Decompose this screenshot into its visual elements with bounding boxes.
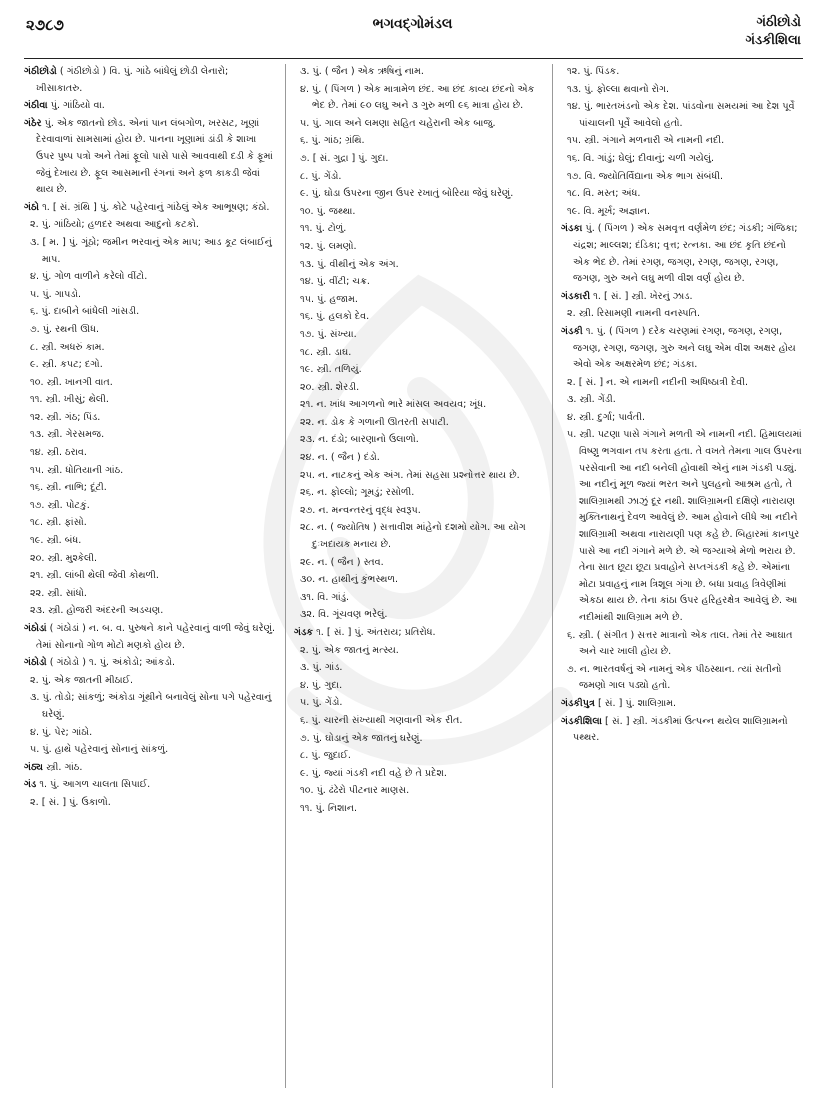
definition-text: ૧૧. પું. નિશાન. bbox=[300, 802, 358, 814]
headword: ગંડકી bbox=[561, 325, 583, 337]
definition-text: ૧૩. પું. વીથીનું એક અંગ. bbox=[300, 258, 399, 270]
definition-text: ૬. પું. ચારની સંખ્યાથી ગણવાની એક રીત. bbox=[300, 714, 463, 726]
page-title: ભગવદ્ગોમંડલ bbox=[372, 16, 453, 32]
definition-text: ૮. સ્ત્રી. અધરું કામ. bbox=[30, 341, 105, 353]
definition-text: ૧૫. પું. હજામ. bbox=[300, 293, 358, 305]
definition-text: ૧૭. સ્ત્રી. પોટકું. bbox=[30, 499, 90, 511]
dictionary-sense bbox=[24, 795, 277, 812]
column-1 bbox=[24, 64, 277, 1088]
definition-text: ૪. પું. ગુદા. bbox=[300, 679, 343, 691]
headword: ગંઠીછોડો bbox=[24, 66, 57, 77]
dictionary-sense bbox=[294, 292, 544, 309]
definition-text: ૧૫. સ્ત્રી. ગંગાને મળનારી એ નામની નદી. bbox=[567, 135, 725, 147]
dictionary-sense bbox=[24, 322, 277, 339]
dictionary-sense bbox=[294, 643, 544, 660]
dictionary-sense bbox=[294, 415, 544, 432]
definition-text: ૨૦. સ્ત્રી. મુશ્કેલી. bbox=[30, 552, 98, 564]
dictionary-sense bbox=[561, 204, 805, 221]
dictionary-sense bbox=[561, 82, 805, 99]
dictionary-sense bbox=[24, 287, 277, 304]
definition-text: ૩૦. ન. હાથીનું કુંભસ્થળ. bbox=[300, 574, 399, 586]
dictionary-sense bbox=[24, 304, 277, 321]
dictionary-sense bbox=[24, 340, 277, 357]
definition-text: ૩. સ્ત્રી. ગેંડી. bbox=[567, 394, 616, 406]
definition-text: ૨૧. ન. ખાંધ આગળનો ભારે માંસલ અવયવ; ખૂંધ. bbox=[300, 399, 487, 411]
dictionary-sense bbox=[294, 380, 544, 397]
headword: ગંડકીપુત્ર bbox=[561, 697, 595, 709]
definition-text: ૭. [ સં. ગુદ્રા ] પું. ગુદા. bbox=[300, 152, 389, 164]
definition-text: ૧૨. પું. લમણો. bbox=[300, 240, 357, 252]
definition-text: ૧૬. સ્ત્રી. નાભિ; દૂંટી. bbox=[30, 482, 107, 494]
definition-text: ૨૫. ન. નાટકનું એક અંગ. તેમાં સહસા પ્રશ્નોત્તર થાય છે. bbox=[300, 469, 520, 481]
definition-text: [ સં. ] સ્ત્રી. ગંડકીમાં ઉત્પન્ન થયેલ શાલિગ્રામનો પથ્થર. bbox=[573, 715, 788, 744]
definition-text: ૧૯. વિ. મૂર્ખ; અજ્ઞાન. bbox=[567, 205, 651, 217]
dictionary-sense bbox=[294, 660, 544, 677]
definition-text: ૧૬. વિ. ગાંડું; ઘેલું; દીવાનું; ચળી ગયેલું. bbox=[567, 152, 715, 164]
definition-text: ૩. પું. ( જૈન ) એક ઋષિનું નામ. bbox=[300, 66, 424, 77]
page-header bbox=[0, 0, 825, 62]
definition-text: ૧. [ સં. ] પું. અંતરાય; પ્રતિરોધ. bbox=[316, 627, 436, 638]
dictionary-sense bbox=[294, 309, 544, 326]
definition-text: ૧૭. વિ. જ્યોતિર્વિદ્યાના એક ભાગ સંબંધી. bbox=[567, 170, 724, 182]
definition-text: ૨૨. ન. ડોક કે ગળાની ઊતરતી સપાટી. bbox=[300, 416, 449, 428]
dictionary-sense bbox=[24, 673, 277, 690]
definition-text: ૪. પું. ગોળ વાળીને કરેલો વીંટો. bbox=[30, 271, 148, 283]
headword: ગંડકારી bbox=[561, 290, 591, 302]
dictionary-sense bbox=[294, 345, 544, 362]
definition-text: ૭. ન. ભારતવર્ષનું એ નામનું એક પીઠસ્થાન. ત્યાં સતીનો જમણો ગાલ પડ્યો હતો. bbox=[567, 663, 782, 692]
dictionary-sense bbox=[561, 662, 805, 695]
definition-text: ૨૨. સ્ત્રી. સાંધો. bbox=[30, 587, 87, 599]
dictionary-sense bbox=[24, 498, 277, 515]
definition-text: ૧. પું. આગળ ચાલતા સિપાઈ. bbox=[39, 779, 151, 791]
definition-text: ૫. સ્ત્રી. પટણા પાસે ગંગાને મળતી એ નામની નદી. હિમાલયમાં વિષ્ણુ ભગવાન તપ કરતા હતા. તે વખતે તેમના ગાલ ઉપરના પરસેવાની આ નદી બનેલી હોવાથી એનું નામ ગંડકી પડ્યું. આ નદીનું મૂળ જ્યાં ભરત અને પુલહનો આશ્રમ હતો, તે શાલિગ્રામથી ઝાઝું દૂર નથી. શાલિગ્રામની દક્ષિણે નારાયણ મુક્તિનાથનું દેવળ આવેલું છે. આમ હોવાને લીધે આ નદીને શાલિગ્રામી અથવા નારાયણી પણ કહે છે. બિહારમાં કાનપુર પાસે આ નદી ગંગાને મળે છે. એ જગ્યાએ મેળો ભરાય છે. તેના સાત છૂટા છૂટા પ્રવાહોને સપ્તગંડકી કહે છે. એમાંના મોટા પ્રવાહનું નામ ત્રિશૂલ ગંગા છે. બધા પ્રવાહ ત્રિવેણીમાં એકઠા થાય છે. તેના કાંઠા ઉપર હરિહરક્ષેત્ર આવેલું છે. આ નદીમાંથી શાલિગ્રામ મળે છે. bbox=[567, 429, 802, 623]
definition-text: ( ગંઠોડાં ) ન. બ. વ. પુરુષને કાને પહેરવાનું વાળી જેવું ઘરેણું. તેમાં સોનાનો ગોળ મોટો મણકો હોય છે. bbox=[36, 623, 276, 651]
guide-word-last: ગંડકીશિલા bbox=[745, 33, 801, 48]
definition-text: ૧૧. પું. ટોળું. bbox=[300, 223, 347, 235]
dictionary-sense bbox=[24, 235, 277, 268]
dictionary-sense bbox=[294, 327, 544, 344]
definition-text: ૧૪. પું. ભારતખંડનો એક દેશ. પાંડવોના સમયમાં આ દેશ પૂર્વે પાંચાલની પૂર્વે આવેલો હતો. bbox=[567, 101, 795, 129]
dictionary-sense bbox=[294, 748, 544, 765]
definition-text: ૧૯. સ્ત્રી. બંધ. bbox=[30, 535, 82, 547]
headword: ગંડકા bbox=[561, 223, 583, 235]
definition-text: ૨૪. ન. ( જૈન ) દંડો. bbox=[300, 452, 380, 464]
dictionary-sense bbox=[24, 690, 277, 723]
definition-text: ૧. [ સં. ગ્રંથિ ] પું. કોટે પહેરવાનું ગાંઠેલું એક આભૂષણ; કંઠો. bbox=[42, 201, 270, 213]
headword: ગંઠોડાં bbox=[24, 623, 47, 634]
headword: ગંઠ્ય bbox=[24, 761, 44, 773]
definition-text: ૮. પું. જુદાઈ. bbox=[300, 750, 351, 762]
dictionary-sense bbox=[294, 766, 544, 783]
dictionary-entry bbox=[24, 655, 277, 672]
dictionary-sense bbox=[294, 713, 544, 730]
dictionary-sense bbox=[294, 468, 544, 485]
dictionary-sense bbox=[294, 257, 544, 274]
headword: ગંડકીશિલા bbox=[561, 715, 602, 727]
headword: ગંડક bbox=[294, 627, 314, 638]
definition-text: ૧૩. પું. ફોલ્લા થવાનો રોગ. bbox=[567, 83, 670, 95]
dictionary-sense bbox=[294, 801, 544, 818]
dictionary-sense bbox=[294, 572, 544, 589]
dictionary-sense bbox=[561, 628, 805, 661]
definition-text: ૨૩. ન. દંડો; બારણાનો ઉલાળો. bbox=[300, 434, 419, 446]
dictionary-entry bbox=[561, 221, 805, 287]
dictionary-sense bbox=[561, 169, 805, 186]
definition-text: ૧૮. વિ. મસ્ત; અંધ. bbox=[567, 188, 641, 200]
dictionary-sense bbox=[294, 186, 544, 203]
definition-text: ૪. પું. ( પિંગળ ) એક માત્રામેળ છંદ. આ છંદ કાવ્ય છંદનો એક ભેદ છે. તેમાં ૯૦ લઘુ અને ૩ ગુરુ મળી ૯૬ માત્રા હોય છે. bbox=[300, 83, 535, 112]
dictionary-sense bbox=[294, 151, 544, 168]
header-rule bbox=[24, 58, 803, 59]
dictionary-entry bbox=[24, 777, 277, 794]
dictionary-sense bbox=[294, 590, 544, 607]
dictionary-sense bbox=[561, 306, 805, 323]
dictionary-sense bbox=[294, 362, 544, 379]
dictionary-sense bbox=[24, 375, 277, 392]
definition-text: સ્ત્રી. ગાંઠ. bbox=[46, 761, 83, 773]
dictionary-sense bbox=[24, 725, 277, 742]
definition-text: ૨૧. સ્ત્રી. લાંબી થેલી જેવી કોથળી. bbox=[30, 570, 159, 582]
definition-text: ૫. પું. ગાલ અને લમણા સહિત ચહેરાની એક બાજુ. bbox=[300, 117, 496, 129]
definition-text: ૨૬. ન. ફોલ્લો; ગૂમડું; રસોળી. bbox=[300, 487, 415, 499]
definition-text: ૨. પું. એક જાતનું મત્સ્ય. bbox=[300, 644, 399, 656]
definition-text: ૧૦. પું. ઢંઢેરો પીટનાર માણસ. bbox=[300, 785, 410, 797]
dictionary-columns bbox=[24, 64, 805, 1088]
definition-text: ૧૨. પું. પિંડક. bbox=[567, 66, 620, 77]
dictionary-sense bbox=[294, 82, 544, 115]
page-number: ૨૭૮૭ bbox=[26, 16, 64, 34]
dictionary-sense bbox=[24, 586, 277, 603]
dictionary-sense bbox=[561, 427, 805, 626]
dictionary-sense bbox=[294, 731, 544, 748]
definition-text: ૪. સ્ત્રી. દુર્ગા; પાર્વતી. bbox=[567, 411, 646, 423]
headword: ગંઠો bbox=[24, 201, 39, 213]
definition-text: ૨. સ્ત્રી. રિસામણી નામની વનસ્પતિ. bbox=[567, 308, 701, 320]
definition-text: ૫. પું. ગેંડો. bbox=[300, 697, 343, 709]
headword: ગંડ bbox=[24, 779, 37, 791]
dictionary-sense bbox=[24, 515, 277, 532]
definition-text: ૩. પું. ગાંડ. bbox=[300, 662, 343, 674]
dictionary-sense bbox=[561, 133, 805, 150]
definition-text: ૩૨. વિ. ગૂંચવણ ભરેલું. bbox=[300, 609, 388, 621]
dictionary-sense bbox=[294, 239, 544, 256]
definition-text: ૭. પું. રથની ઊધ. bbox=[30, 323, 100, 335]
dictionary-sense bbox=[294, 607, 544, 624]
dictionary-sense bbox=[294, 485, 544, 502]
definition-text: ૨. પું. ગાંઠિયો; હળદર અથવા આદુનો કટકો. bbox=[30, 219, 199, 231]
definition-text: ૨૯. ન. ( જૈન ) સ્તવ. bbox=[300, 556, 384, 568]
column-2 bbox=[294, 64, 544, 1088]
definition-text: ૨. પું. એક જાતની મીઠાઈ. bbox=[30, 674, 134, 686]
dictionary-sense bbox=[561, 64, 805, 81]
dictionary-sense bbox=[24, 410, 277, 427]
dictionary-sense bbox=[24, 742, 277, 759]
definition-text: ૪. પું. પેર; ગાંઠો. bbox=[30, 726, 93, 738]
definition-text: ૧૬. પું. હલકો દેવ. bbox=[300, 311, 370, 323]
dictionary-entry bbox=[294, 625, 544, 642]
definition-text: ૩. પું. તોડો; સાંકળું; અંકોડા ગૂંથીને બનાવેલું સોના પગે પહેરવાનું ઘરેણું. bbox=[30, 692, 272, 720]
definition-text: ૯. સ્ત્રી. કપટ; દગો. bbox=[30, 359, 103, 371]
dictionary-sense bbox=[294, 204, 544, 221]
headword: ગંઠેર bbox=[24, 117, 42, 129]
definition-text: ૧૪. સ્ત્રી. ઠરાવ. bbox=[30, 447, 87, 459]
dictionary-sense bbox=[561, 375, 805, 392]
dictionary-sense bbox=[294, 133, 544, 150]
dictionary-sense bbox=[294, 432, 544, 449]
definition-text: ૧૦. પું. જથ્થા. bbox=[300, 205, 356, 217]
dictionary-sense bbox=[24, 217, 277, 234]
definition-text: ૧૩. સ્ત્રી. ગેરસમજ. bbox=[30, 429, 105, 441]
dictionary-entry bbox=[24, 200, 277, 217]
definition-text: ૧૫. સ્ત્રી. ધોતિયાની ગાંઠ. bbox=[30, 464, 124, 476]
dictionary-sense bbox=[561, 392, 805, 409]
dictionary-sense bbox=[24, 357, 277, 374]
definition-text: ૧૭. પું. સંખ્યા. bbox=[300, 328, 357, 340]
definition-text: ૬. પું. દાબીને બાંધેલી ગાંસડી. bbox=[30, 306, 140, 318]
dictionary-sense bbox=[294, 520, 544, 553]
dictionary-sense bbox=[294, 503, 544, 520]
dictionary-sense bbox=[24, 603, 277, 620]
guide-words bbox=[746, 14, 802, 50]
dictionary-sense bbox=[294, 116, 544, 133]
dictionary-sense bbox=[24, 568, 277, 585]
dictionary-sense bbox=[294, 397, 544, 414]
dictionary-sense bbox=[294, 555, 544, 572]
definition-text: ૨૩. સ્ત્રી. હોજરી અંદરની અડચણ. bbox=[30, 605, 164, 617]
definition-text: ૧. પું. ( પિંગળ ) દરેક ચરણમાં રગણ, જગણ, રગણ, જગણ, રગણ, જગણ, ગુરુ અને લઘુ એમ વીશ અક્ષર હોય એવો એક અક્ષરમેળ છંદ; ગંડકા. bbox=[573, 325, 796, 371]
dictionary-sense bbox=[24, 427, 277, 444]
definition-text: ૧. [ સં. ] સ્ત્રી. ખેરનું ઝાડ. bbox=[593, 290, 693, 302]
dictionary-sense bbox=[24, 551, 277, 568]
dictionary-entry bbox=[24, 64, 277, 97]
definition-text: ૩૧. વિ. ગાંડું. bbox=[300, 591, 350, 603]
dictionary-entry bbox=[24, 98, 277, 115]
dictionary-sense bbox=[294, 450, 544, 467]
definition-text: પું. ( પિંગળ ) એક સમવૃત્ત વર્ણમેળ છંદ; ગંડકી; ગંજિકા; ચંદ્રશ; માલ્લશ; દંડિકા; વૃત્ત; રત્નકા. આ છંદ કૃતિ છંદનો એક ભેદ છે. તેમાં રગણ, જગણ, રગણ, જગણ, રગણ, જગણ, ગુરુ અને લઘુ મળી વીશ વર્ણ હોય છે. bbox=[573, 223, 798, 285]
dictionary-sense bbox=[561, 151, 805, 168]
dictionary-sense bbox=[294, 678, 544, 695]
definition-text: ૯. પું. જ્યાં ગંડકી નદી વહે છે તે પ્રદેશ. bbox=[300, 767, 447, 779]
dictionary-sense bbox=[294, 221, 544, 238]
definition-text: ૨૮. ન. ( જ્યોતિષ ) સત્તાવીશ માંહેનો દશમો યોગ. આ યોગ દુઃખદાયક મનાય છે. bbox=[300, 522, 526, 551]
column-3 bbox=[561, 64, 805, 1088]
definition-text: પું. એક જાતનો છોડ. એનાં પાન લંબગોળ, ખરસટ, ખૂણાં દેરવાવાળાં સામસામાં હોય છે. પાનના ખૂણામાં ડાંડી કે શાખા ઉપર પુષ્પ પત્રો અને તેમાં ફૂલો પાસે પાસે આવવાથી દડી કે ફૂમાં જેવું દેખાય છે. ફૂલ આસમાની રંગનાં અને ફળ કાકડી જેવાં થાય છે. bbox=[36, 117, 273, 196]
definition-text: પું. ગાંઠિયો વા. bbox=[50, 100, 105, 112]
dictionary-entry bbox=[24, 760, 277, 777]
headword: ગંઠોડો bbox=[24, 657, 47, 669]
dictionary-sense bbox=[561, 186, 805, 203]
definition-text: ૫. પું. હાથે પહેરવાનું સોનાનું સાંકળું. bbox=[30, 744, 169, 756]
definition-text: [ સં. ] પું. શાલિગ્રામ. bbox=[597, 697, 677, 709]
definition-text: ૩. [ મ. ] પું. ગૂંઠો; જમીન ભરવાનું એક માપ; આડ કૂટ લંબાઈનું માપ. bbox=[30, 236, 272, 265]
dictionary-sense bbox=[294, 169, 544, 186]
headword: ગંઠીવા bbox=[24, 100, 48, 112]
definition-text: ૮. પું. ગેંડો. bbox=[300, 170, 342, 182]
definition-text: ૧૪. પું. વીંટી; ચક્ર. bbox=[300, 276, 370, 288]
definition-text: ૬. સ્ત્રી. ( સંગીત ) સત્તર માત્રાનો એક તાલ. તેમાં તેર આઘાત અને ચાર ખાલી હોય છે. bbox=[567, 629, 793, 658]
definition-text: ૨. [ સં. ] ન. એ નામની નદીની અધિષ્ઠાત્રી દેવી. bbox=[567, 376, 749, 388]
definition-text: ૧૧. સ્ત્રી. ખીસું; થેલી. bbox=[30, 394, 109, 406]
dictionary-entry bbox=[24, 621, 277, 654]
dictionary-entry bbox=[561, 324, 805, 374]
definition-text: ( ગંઠોડો ) ૧. પું. અંકોડો; આંકડો. bbox=[49, 657, 176, 669]
definition-text: ૧૦. સ્ત્રી. ખાનગી વાત. bbox=[30, 376, 113, 388]
definition-text: ૨. [ સં. ] પું. ઉકાળો. bbox=[30, 796, 111, 808]
dictionary-entry bbox=[561, 696, 805, 713]
dictionary-sense bbox=[24, 533, 277, 550]
dictionary-sense bbox=[294, 783, 544, 800]
definition-text: ૭. પું. ઘોડાનું એક જાતનું ઘરેણું. bbox=[300, 732, 423, 744]
definition-text: ૨૦. સ્ત્રી. શેરડી. bbox=[300, 381, 360, 393]
dictionary-sense bbox=[24, 480, 277, 497]
definition-text: ૧૯. સ્ત્રી. તળિયું. bbox=[300, 364, 362, 376]
definition-text: ૧૮. સ્ત્રી. ફાંસો. bbox=[30, 517, 87, 529]
dictionary-sense bbox=[24, 463, 277, 480]
definition-text: ૨૭. ન. મન્વન્તરનું વૃદ્ધ સ્વરૂપ. bbox=[300, 504, 421, 516]
dictionary-entry bbox=[24, 116, 277, 199]
definition-text: ૯. પું. ઘોડા ઉપરના જીન ઉપર રખાતું બોરિયા જેવું ઘરેણું. bbox=[300, 188, 514, 200]
dictionary-entry bbox=[561, 714, 805, 747]
dictionary-sense bbox=[24, 269, 277, 286]
dictionary-sense bbox=[561, 99, 805, 132]
dictionary-entry bbox=[561, 289, 805, 306]
definition-text: ૧૨. સ્ત્રી. ગંઠ; પિંડ. bbox=[30, 411, 101, 423]
definition-text: ૧૮. સ્ત્રી. ડાઘ. bbox=[300, 346, 352, 358]
dictionary-sense bbox=[294, 64, 544, 81]
dictionary-sense bbox=[24, 392, 277, 409]
dictionary-sense bbox=[294, 274, 544, 291]
dictionary-sense bbox=[294, 695, 544, 712]
definition-text: ૫. પું. ગાપડો. bbox=[30, 288, 82, 300]
definition-text: ( ગંઠીછોડો ) વિ. પું. ગાંઠે બાંધેલું છોડી લેનારો; ખીસાકાતરુ. bbox=[36, 66, 229, 94]
dictionary-sense bbox=[561, 410, 805, 427]
guide-word-first: ગંઠીછોડો bbox=[756, 15, 801, 30]
dictionary-sense bbox=[24, 445, 277, 462]
definition-text: ૬. પું. ગાંઠ; ગ્રંથિ. bbox=[300, 135, 365, 147]
